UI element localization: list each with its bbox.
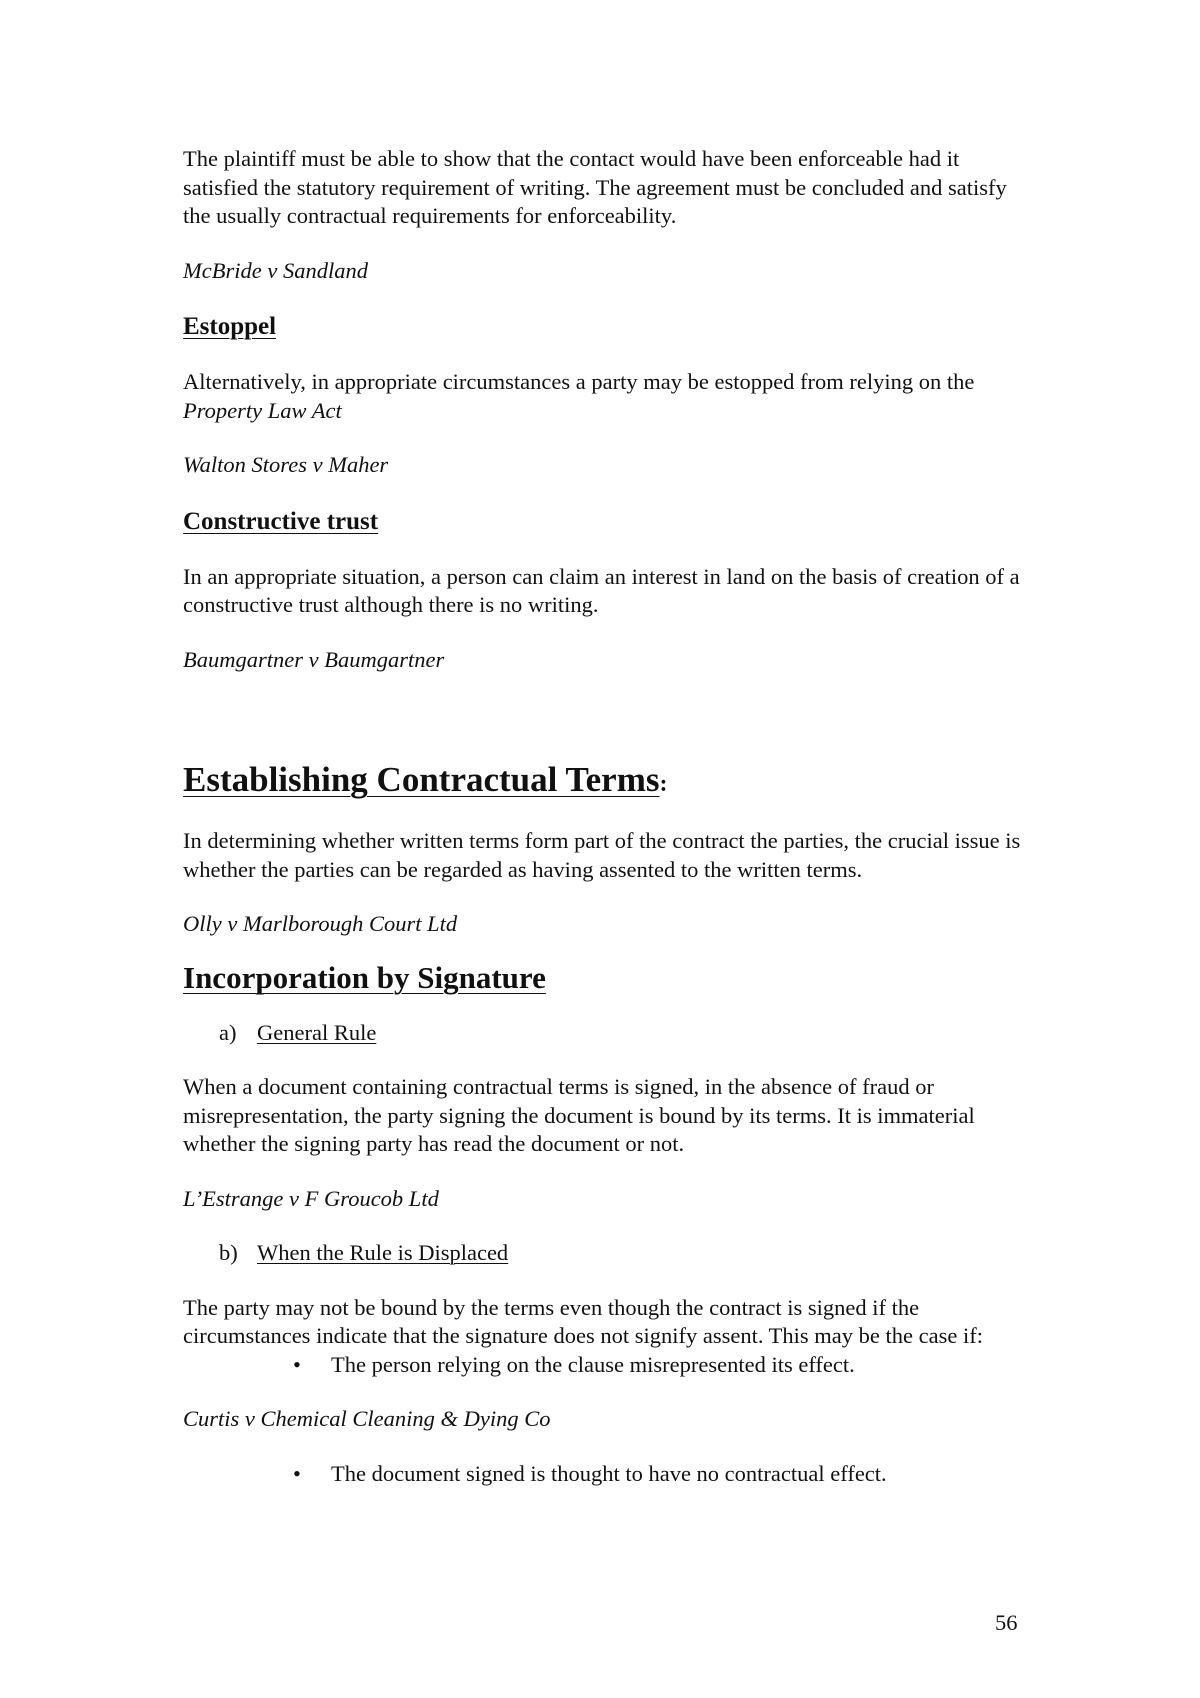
chapter-heading-text: Establishing Contractual Terms bbox=[183, 760, 660, 799]
bullet-item bbox=[293, 1351, 1033, 1380]
bullet-text: The person relying on the clause misrepresented its effect. bbox=[331, 1351, 855, 1377]
bullet-icon: • bbox=[293, 1460, 301, 1486]
establishing-paragraph: In determining whether written terms form part of the contract the parties, the crucial issue is whether the parties can be regarded as having assented to the written terms. bbox=[183, 828, 1021, 882]
list-letter: a) bbox=[219, 1019, 237, 1045]
rule-displaced-paragraph: The party may not be bound by the terms even though the contract is signed if the circumstances indicate that the signature does not signify assent. This may be the case if: bbox=[183, 1294, 983, 1348]
subheading-label: When the Rule is Displaced bbox=[257, 1240, 509, 1265]
subheading-rule-displaced bbox=[219, 1239, 1033, 1268]
estoppel-text: Alternatively, in appropriate circumstances a party may be estopped from relying on the bbox=[183, 369, 975, 394]
section-heading-estoppel: Estoppel bbox=[183, 313, 277, 340]
case-citation: Baumgartner v Baumgartner bbox=[183, 646, 445, 672]
subheading-label: General Rule bbox=[257, 1019, 377, 1045]
bullet-icon: • bbox=[293, 1351, 301, 1377]
chapter-heading-colon: : bbox=[659, 771, 668, 797]
intro-paragraph: The plaintiff must be able to show that the contact would have been enforceable had it satisfied the statutory requirement of writing. The agreement must be concluded and satisfy the usually contractual requirements for enforceability. bbox=[183, 146, 1007, 228]
section-heading-incorporation: Incorporation by Signature bbox=[183, 959, 546, 995]
case-citation: L’Estrange v F Groucob Ltd bbox=[183, 1185, 439, 1211]
page-number: 56 bbox=[995, 1610, 1018, 1635]
case-citation: Walton Stores v Maher bbox=[183, 452, 389, 477]
bullet-item bbox=[293, 1460, 1033, 1489]
general-rule-paragraph: When a document containing contractual terms is signed, in the absence of fraud or misrepresentation, the party signing the document is bound by its terms. It is immaterial whether the signing party has read the document or not. bbox=[183, 1074, 975, 1156]
page-content bbox=[183, 145, 1033, 1488]
section-heading-constructive-trust: Constructive trust bbox=[183, 507, 379, 535]
subheading-general-rule bbox=[219, 1019, 1033, 1048]
constructive-trust-paragraph: In an appropriate situation, a person can claim an interest in land on the basis of creation of a constructive trust although there is no writing. bbox=[183, 563, 1020, 617]
case-citation: Curtis v Chemical Cleaning & Dying Co bbox=[183, 1406, 551, 1431]
case-citation: McBride v Sandland bbox=[183, 257, 368, 283]
list-letter: b) bbox=[219, 1240, 238, 1265]
estoppel-paragraph bbox=[183, 368, 1033, 425]
bullet-text: The document signed is thought to have no contractual effect. bbox=[331, 1460, 887, 1486]
statute-name: Property Law Act bbox=[183, 397, 342, 423]
chapter-heading-establishing-terms bbox=[183, 759, 1033, 805]
case-citation: Olly v Marlborough Court Ltd bbox=[183, 911, 458, 936]
